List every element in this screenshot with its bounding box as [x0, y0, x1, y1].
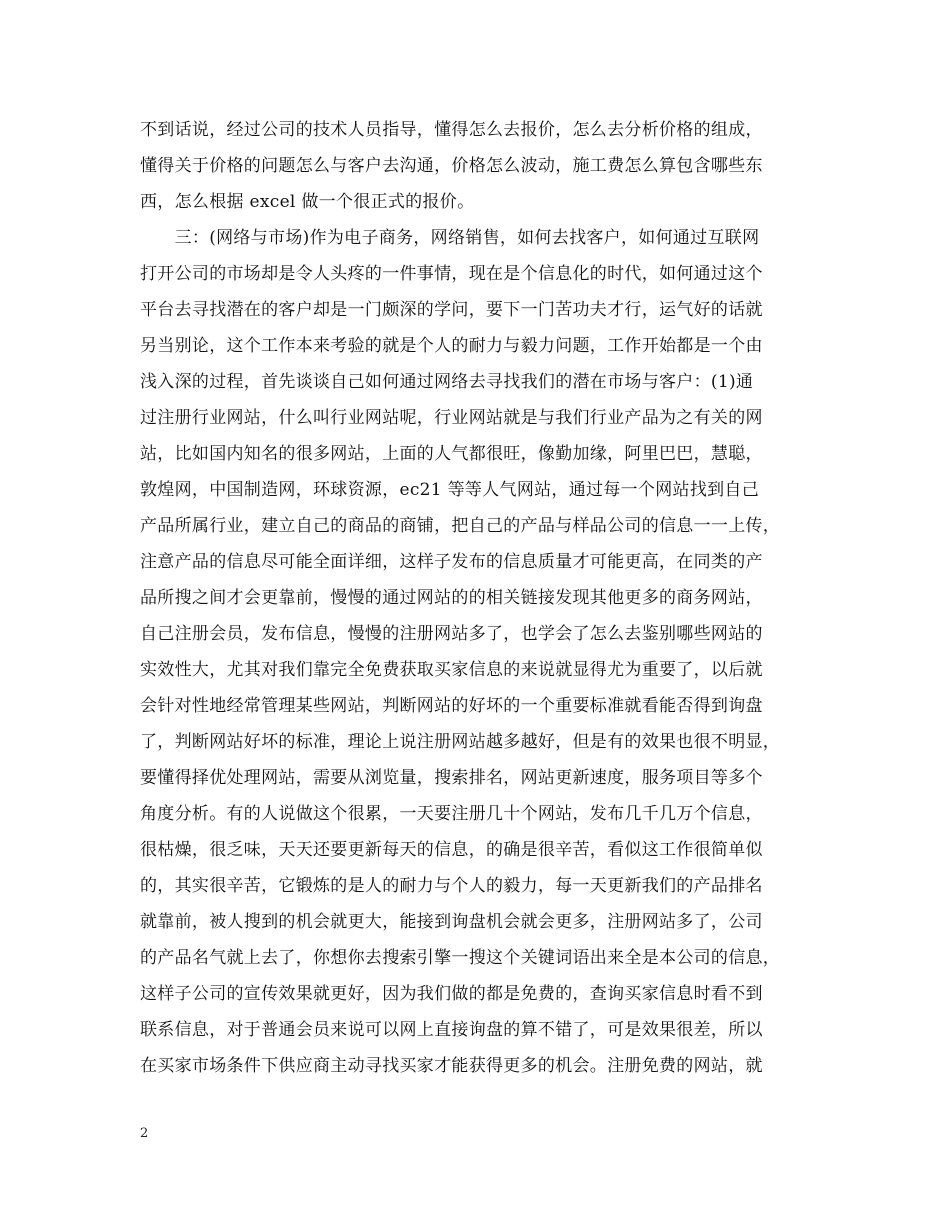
text-line: 联系信息，对于普通会员来说可以网上直接询盘的算不错了，可是效果很差，所以: [140, 1020, 763, 1040]
text-line: 就靠前，被人搜到的机会就更大，能接到询盘机会就会更多，注册网站多了，公司: [140, 912, 763, 932]
text-line: 会针对性地经常管理某些网站，判断网站的好坏的一个重要标准就看能否得到询盘: [140, 696, 763, 716]
text-line: 平台去寻找潜在的客户却是一门颇深的学问，要下一门苦功夫才行，运气好的话就: [140, 300, 763, 320]
text-line: 敦煌网，中国制造网，环球资源，ec21 等等人气网站，通过每一个网站找到自己: [140, 480, 760, 500]
text-line: 很枯燥，很乏味，天天还要更新每天的信息，的确是很辛苦，看似这工作很简单似: [140, 840, 763, 860]
document-body: [140, 112, 820, 1084]
text-line: 三：(网络与市场)作为电子商务，网络销售，如何去找客户，如何通过互联网: [140, 228, 760, 248]
text-line: 品所搜之间才会更靠前，慢慢的通过网站的的相关链接发现其他更多的商务网站，: [140, 588, 763, 608]
text-line: 产品所属行业，建立自己的商品的商铺，把自己的产品与样品公司的信息一一上传，: [140, 516, 781, 536]
text-line: 浅入深的过程，首先谈谈自己如何通过网络去寻找我们的潜在市场与客户：(1)通: [140, 372, 754, 392]
text-line: 注意产品的信息尽可能全面详细，这样子发布的信息质量才可能更高，在同类的产: [140, 552, 763, 572]
text-line: 打开公司的市场却是令人头疼的一件事情，现在是个信息化的时代，如何通过这个: [140, 264, 763, 284]
text-line: 的产品名气就上去了，你想你去搜索引擎一搜这个关键词语出来全是本公司的信息，: [140, 948, 781, 968]
text-line: 的，其实很辛苦，它锻炼的是人的耐力与个人的毅力，每一天更新我们的产品排名: [140, 876, 763, 896]
text-line: 不到话说，经过公司的技术人员指导，懂得怎么去报价，怎么去分析价格的组成，: [140, 120, 763, 140]
text-line: 另当别论，这个工作本来考验的就是个人的耐力与毅力问题，工作开始都是一个由: [140, 336, 763, 356]
text-line: 要懂得择优处理网站，需要从浏览量，搜索排名，网站更新速度，服务项目等多个: [140, 768, 763, 788]
text-line: 站，比如国内知名的很多网站，上面的人气都很旺，像勤加缘，阿里巴巴，慧聪，: [140, 444, 763, 464]
text-line: 在买家市场条件下供应商主动寻找买家才能获得更多的机会。注册免费的网站，就: [140, 1056, 763, 1076]
text-line: 实效性大，尤其对我们靠完全免费获取买家信息的来说就显得尤为重要了，以后就: [140, 660, 763, 680]
text-line: 了，判断网站好坏的标准，理论上说注册网站越多越好，但是有的效果也很不明显，: [140, 732, 781, 752]
text-line: 西，怎么根据 excel 做一个很正式的报价。: [140, 192, 475, 212]
text-line: 过注册行业网站，什么叫行业网站呢，行业网站就是与我们行业产品为之有关的网: [140, 408, 763, 428]
text-line: 这样子公司的宣传效果就更好，因为我们做的都是免费的，查询买家信息时看不到: [140, 984, 763, 1004]
page-number: 2: [140, 1126, 149, 1141]
text-line: 自己注册会员，发布信息，慢慢的注册网站多了，也学会了怎么去鉴别哪些网站的: [140, 624, 763, 644]
text-line: 角度分析。有的人说做这个很累，一天要注册几十个网站，发布几千几万个信息，: [140, 804, 763, 824]
text-line: 懂得关于价格的问题怎么与客户去沟通，价格怎么波动，施工费怎么算包含哪些东: [140, 156, 763, 176]
